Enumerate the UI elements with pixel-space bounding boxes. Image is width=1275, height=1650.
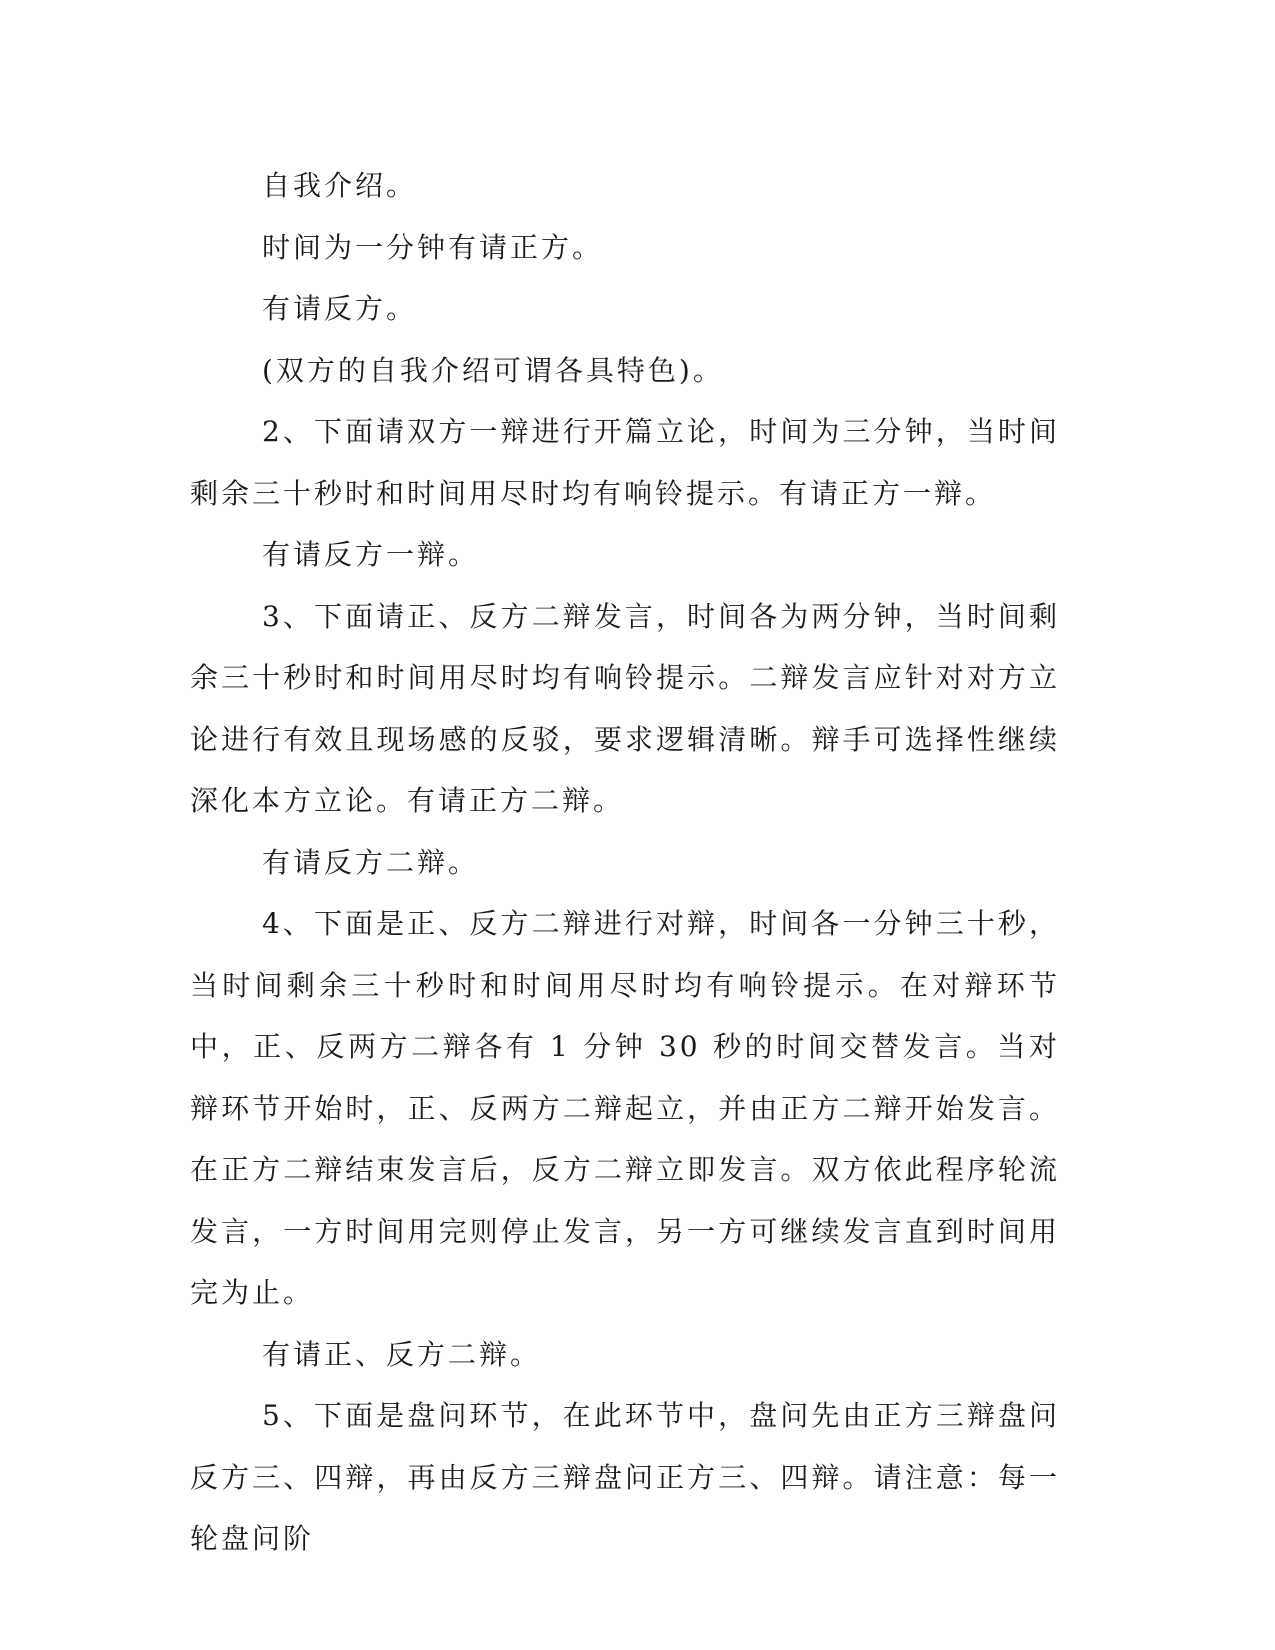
paragraph-step-3: 3、下面请正、反方二辩发言，时间各为两分钟，当时间剩余三十秒时和时间用尽时均有响铃提示。二辩发言应针对对方立论进行有效且现场感的反驳，要求逻辑清晰。辩手可选择性继续深化本方立论。有请正方二辩。 (190, 599, 1060, 817)
paragraph-step-4: 4、下面是正、反方二辩进行对辩，时间各一分钟三十秒，当时间剩余三十秒时和时间用尽时均有响铃提示。在对辩环节中，正、反两方二辩各有 1 分钟 30 秒的时间交替发言。当对辩环节开始时，正、反两方二辩起立，并由正方二辩开始发言。在正方二辩结束发言后，反方二辩立即发言。双方依此程序轮流发言，一方时间用完则停止发言，另一方可继续发言直到时间用完为止。 (190, 907, 1060, 1309)
paragraph-step-2: 2、下面请双方一辩进行开篇立论，时间为三分钟，当时间剩余三十秒时和时间用尽时均有响铃提示。有请正方一辩。 (190, 415, 1060, 510)
paragraph-both-second: 有请正、反方二辩。 (262, 1337, 542, 1371)
paragraph-negative-invite: 有请反方。 (262, 292, 418, 325)
document-body (190, 155, 1060, 1570)
paragraph-self-intro: 自我介绍。 (262, 169, 418, 202)
paragraph-negative-first: 有请反方一辩。 (262, 538, 480, 571)
paragraph-affirmative-time: 时间为一分钟有请正方。 (262, 230, 604, 264)
paragraph-step-5: 5、下面是盘问环节，在此环节中，盘问先由正方三辩盘问反方三、四辩，再由反方三辩盘问正方三、四辩。请注意：每一轮盘问阶 (190, 1399, 1060, 1555)
paragraph-negative-second: 有请反方二辩。 (262, 845, 480, 879)
paragraph-intro-remark: (双方的自我介绍可谓各具特色)。 (262, 353, 724, 387)
